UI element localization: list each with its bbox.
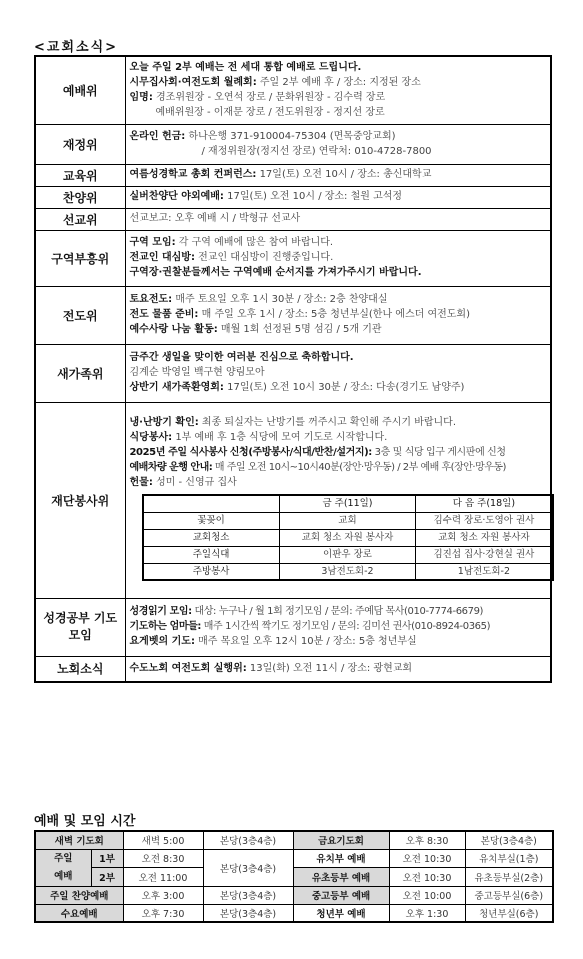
duty-cell: 주방봉사: [143, 563, 280, 580]
news-body: [125, 286, 551, 344]
schedule-time: 오전 8:30: [123, 849, 203, 868]
schedule-row: [35, 886, 553, 904]
news-row-worship: [35, 56, 551, 124]
news-line: 기도하는 엄마들: 매주 1시간씩 짝기도 정기모임 / 문의: 김미선 권사(010-8924-0365): [129, 621, 491, 632]
news-category: 교육위: [35, 164, 125, 186]
news-body: [125, 56, 551, 124]
news-line: 시무집사회·여전도회 월례회: 주일 2부 예배 후 / 장소: 지정된 장소: [129, 76, 421, 88]
news-row-education: [35, 164, 551, 186]
news-body: [125, 124, 551, 164]
news-line: 식당봉사: 1부 예배 후 1층 식당에 모여 기도로 시작합니다.: [129, 432, 388, 443]
schedule-row: [35, 849, 553, 868]
schedule-sublabel: 2부: [91, 868, 123, 887]
news-category: 성경공부 기도모임: [35, 598, 125, 656]
news-line: 오늘 주일 2부 예배는 전 세대 통합 예배로 드립니다.: [129, 61, 362, 73]
schedule-time: 새벽 5:00: [123, 831, 203, 849]
news-row-district: [35, 230, 551, 286]
schedule-time: 오전 10:00: [389, 886, 465, 904]
schedule-time: 오전 11:00: [123, 868, 203, 887]
news-line: 냉·난방기 확인: 최종 퇴실자는 난방기를 꺼주시고 확인해 주시기 바랍니다.: [129, 417, 457, 428]
news-category: 찬양위: [35, 186, 125, 208]
schedule-place: 유치부실(1층): [465, 849, 553, 868]
duty-cell: 김진섭 집사·강현실 권사: [416, 546, 553, 563]
schedule-label: 유초등부 예배: [293, 868, 389, 887]
schedule-label: 유치부 예배: [293, 849, 389, 868]
news-line: 예수사랑 나눔 활동: 매월 1회 선정된 5명 섬김 / 5개 기관: [129, 324, 382, 335]
news-category: 구역부흥위: [35, 230, 125, 286]
news-body: [125, 598, 551, 656]
schedule-time: 오후 1:30: [389, 904, 465, 922]
news-line: 수도노회 여전도회 실행위: 13일(화) 오전 11시 / 장소: 광현교회: [129, 662, 413, 674]
duty-row: [143, 546, 553, 563]
news-body: [125, 656, 551, 682]
news-line: 토요전도: 매주 토요일 오후 1시 30분 / 장소: 2층 찬양대실: [129, 294, 388, 305]
news-line: 김계순 박영일 백구현 양림모아: [129, 367, 265, 378]
news-line: 구역장·권찰분들께서는 구역예배 순서지를 가져가주시기 바랍니다.: [129, 267, 422, 278]
news-line: 임명: 경조위원장 - 오연석 장로 / 문화위원장 - 김수력 장로: [129, 91, 386, 103]
news-row-mission: [35, 208, 551, 230]
news-line: 온라인 헌금: 하나은행 371-910004-75304 (면목중앙교회): [129, 130, 396, 142]
schedule-place: 본당(3층4층): [203, 886, 293, 904]
news-row-newfamily: [35, 344, 551, 402]
news-body: [125, 402, 551, 598]
news-line: 예배위원장 - 이재문 장로 / 전도위원장 - 정지선 장로: [155, 106, 385, 118]
news-row-finance: [35, 124, 551, 164]
news-line: 여름성경학교 총회 컨퍼런스: 17일(토) 오전 10시 / 장소: 총신대학교: [129, 169, 432, 180]
duty-cell: 꽃꽂이: [143, 512, 280, 529]
news-category: 재단봉사위: [35, 402, 125, 598]
news-row-presbytery: [35, 656, 551, 682]
news-category: 노회소식: [35, 656, 125, 682]
news-line: 상반기 새가족환영회: 17일(토) 오전 10시 30분 / 장소: 다송(경기도 남양주): [129, 382, 465, 393]
duty-row: [143, 529, 553, 546]
news-line: 요게벳의 기도: 매주 목요일 오후 12시 10분 / 장소: 5층 청년부실: [129, 636, 417, 647]
news-body: [125, 164, 551, 186]
schedule-label: 수요예배: [35, 904, 123, 922]
duty-header: [143, 495, 280, 512]
news-category: 재정위: [35, 124, 125, 164]
schedule-row: [35, 904, 553, 922]
schedule-time: 오후 8:30: [389, 831, 465, 849]
schedule-time: 오후 7:30: [123, 904, 203, 922]
news-row-biblestudy: [35, 598, 551, 656]
schedule-label: 주일 예배: [35, 849, 91, 886]
news-line: 전교인 대심방: 전교인 대심방이 진행중입니다.: [129, 252, 334, 263]
schedule-label: 주일 찬양예배: [35, 886, 123, 904]
schedule-label: 금요기도회: [293, 831, 389, 849]
schedule-place: 유초등부실(2층): [465, 868, 553, 887]
schedule-label: 중고등부 예배: [293, 886, 389, 904]
schedule-table: [34, 830, 554, 923]
schedule-place: 청년부실(6층): [465, 904, 553, 922]
news-line: 2025년 주일 식사봉사 신청(주방봉사/식대/반찬/설거지): 3층 및 식당 입구 게시판에 신청: [129, 447, 506, 458]
section-title: <교회소식>: [34, 40, 119, 55]
duty-cell: 교회 청소 자원 봉사자: [416, 529, 553, 546]
duty-cell: 1남전도회-2: [416, 563, 553, 580]
news-category: 전도위: [35, 286, 125, 344]
news-category: 예배위: [35, 56, 125, 124]
news-category: 선교위: [35, 208, 125, 230]
duty-row: [143, 563, 553, 580]
news-category: 새가족위: [35, 344, 125, 402]
schedule-row: [35, 868, 553, 887]
news-line: / 재정위원장(정지선 장로) 연락처: 010-4728-7800: [201, 145, 432, 157]
news-line: 전도 물품 준비: 매 주일 오후 1시 / 장소: 5층 청년부실(한나 에스더 여전도회): [129, 309, 470, 320]
news-line: 구역 모임: 각 구역 예배에 많은 참여 바랍니다.: [129, 237, 334, 248]
news-line: 성경읽기 모임: 대상: 누구나 / 월 1회 정기모임 / 문의: 주예담 목사(010-7774-6679): [129, 606, 484, 617]
duty-cell: 교회 청소 자원 봉사자: [279, 529, 416, 546]
duty-header-row: [143, 495, 553, 512]
news-line: 선교보고: 오후 예배 시 / 박형규 선교사: [129, 213, 301, 224]
schedule-time: 오전 10:30: [389, 849, 465, 868]
news-line: 실버찬양단 야외예배: 17일(토) 오전 10시 / 장소: 철원 고석정: [129, 191, 403, 202]
schedule-label: 새벽 기도회: [35, 831, 123, 849]
duty-cell: 교회: [279, 512, 416, 529]
news-row-evangelism: [35, 286, 551, 344]
duty-cell: 주일식대: [143, 546, 280, 563]
duty-cell: 교회청소: [143, 529, 280, 546]
schedule-place: 본당(3층4층): [203, 849, 293, 886]
news-body: [125, 344, 551, 402]
schedule-sublabel: 1부: [91, 849, 123, 868]
duty-header: 다 음 주(18일): [416, 495, 553, 512]
duty-row: [143, 512, 553, 529]
schedule-place: 중고등부실(6층): [465, 886, 553, 904]
duty-cell: 김수력 장로·도영아 권사: [416, 512, 553, 529]
news-line: 금주간 생일을 맞이한 여러분 진심으로 축하합니다.: [129, 352, 354, 363]
duty-cell: 3남전도회-2: [279, 563, 416, 580]
schedule-title: 예배 및 모임 시간: [34, 814, 136, 829]
church-news-table: [34, 55, 552, 683]
news-line: 예배차량 운행 안내: 매 주일 오전 10시~10시40분(장안·망우동) / 2부 예배 후(장안·망우동): [129, 462, 506, 473]
duty-header: 금 주(11일): [279, 495, 416, 512]
schedule-row: [35, 831, 553, 849]
schedule-place: 본당(3층4층): [465, 831, 553, 849]
news-body: [125, 230, 551, 286]
news-body: [125, 208, 551, 230]
schedule-place: 본당(3층4층): [203, 904, 293, 922]
news-body: [125, 186, 551, 208]
duty-cell: 이판우 장로: [279, 546, 416, 563]
schedule-time: 오후 3:00: [123, 886, 203, 904]
news-row-foundation: [35, 402, 551, 598]
news-row-praise: [35, 186, 551, 208]
schedule-label: 청년부 예배: [293, 904, 389, 922]
duty-table: [142, 494, 554, 581]
news-line: 헌물: 성미 - 신영규 집사: [129, 477, 237, 488]
schedule-place: 본당(3층4층): [203, 831, 293, 849]
schedule-time: 오전 10:30: [389, 868, 465, 887]
